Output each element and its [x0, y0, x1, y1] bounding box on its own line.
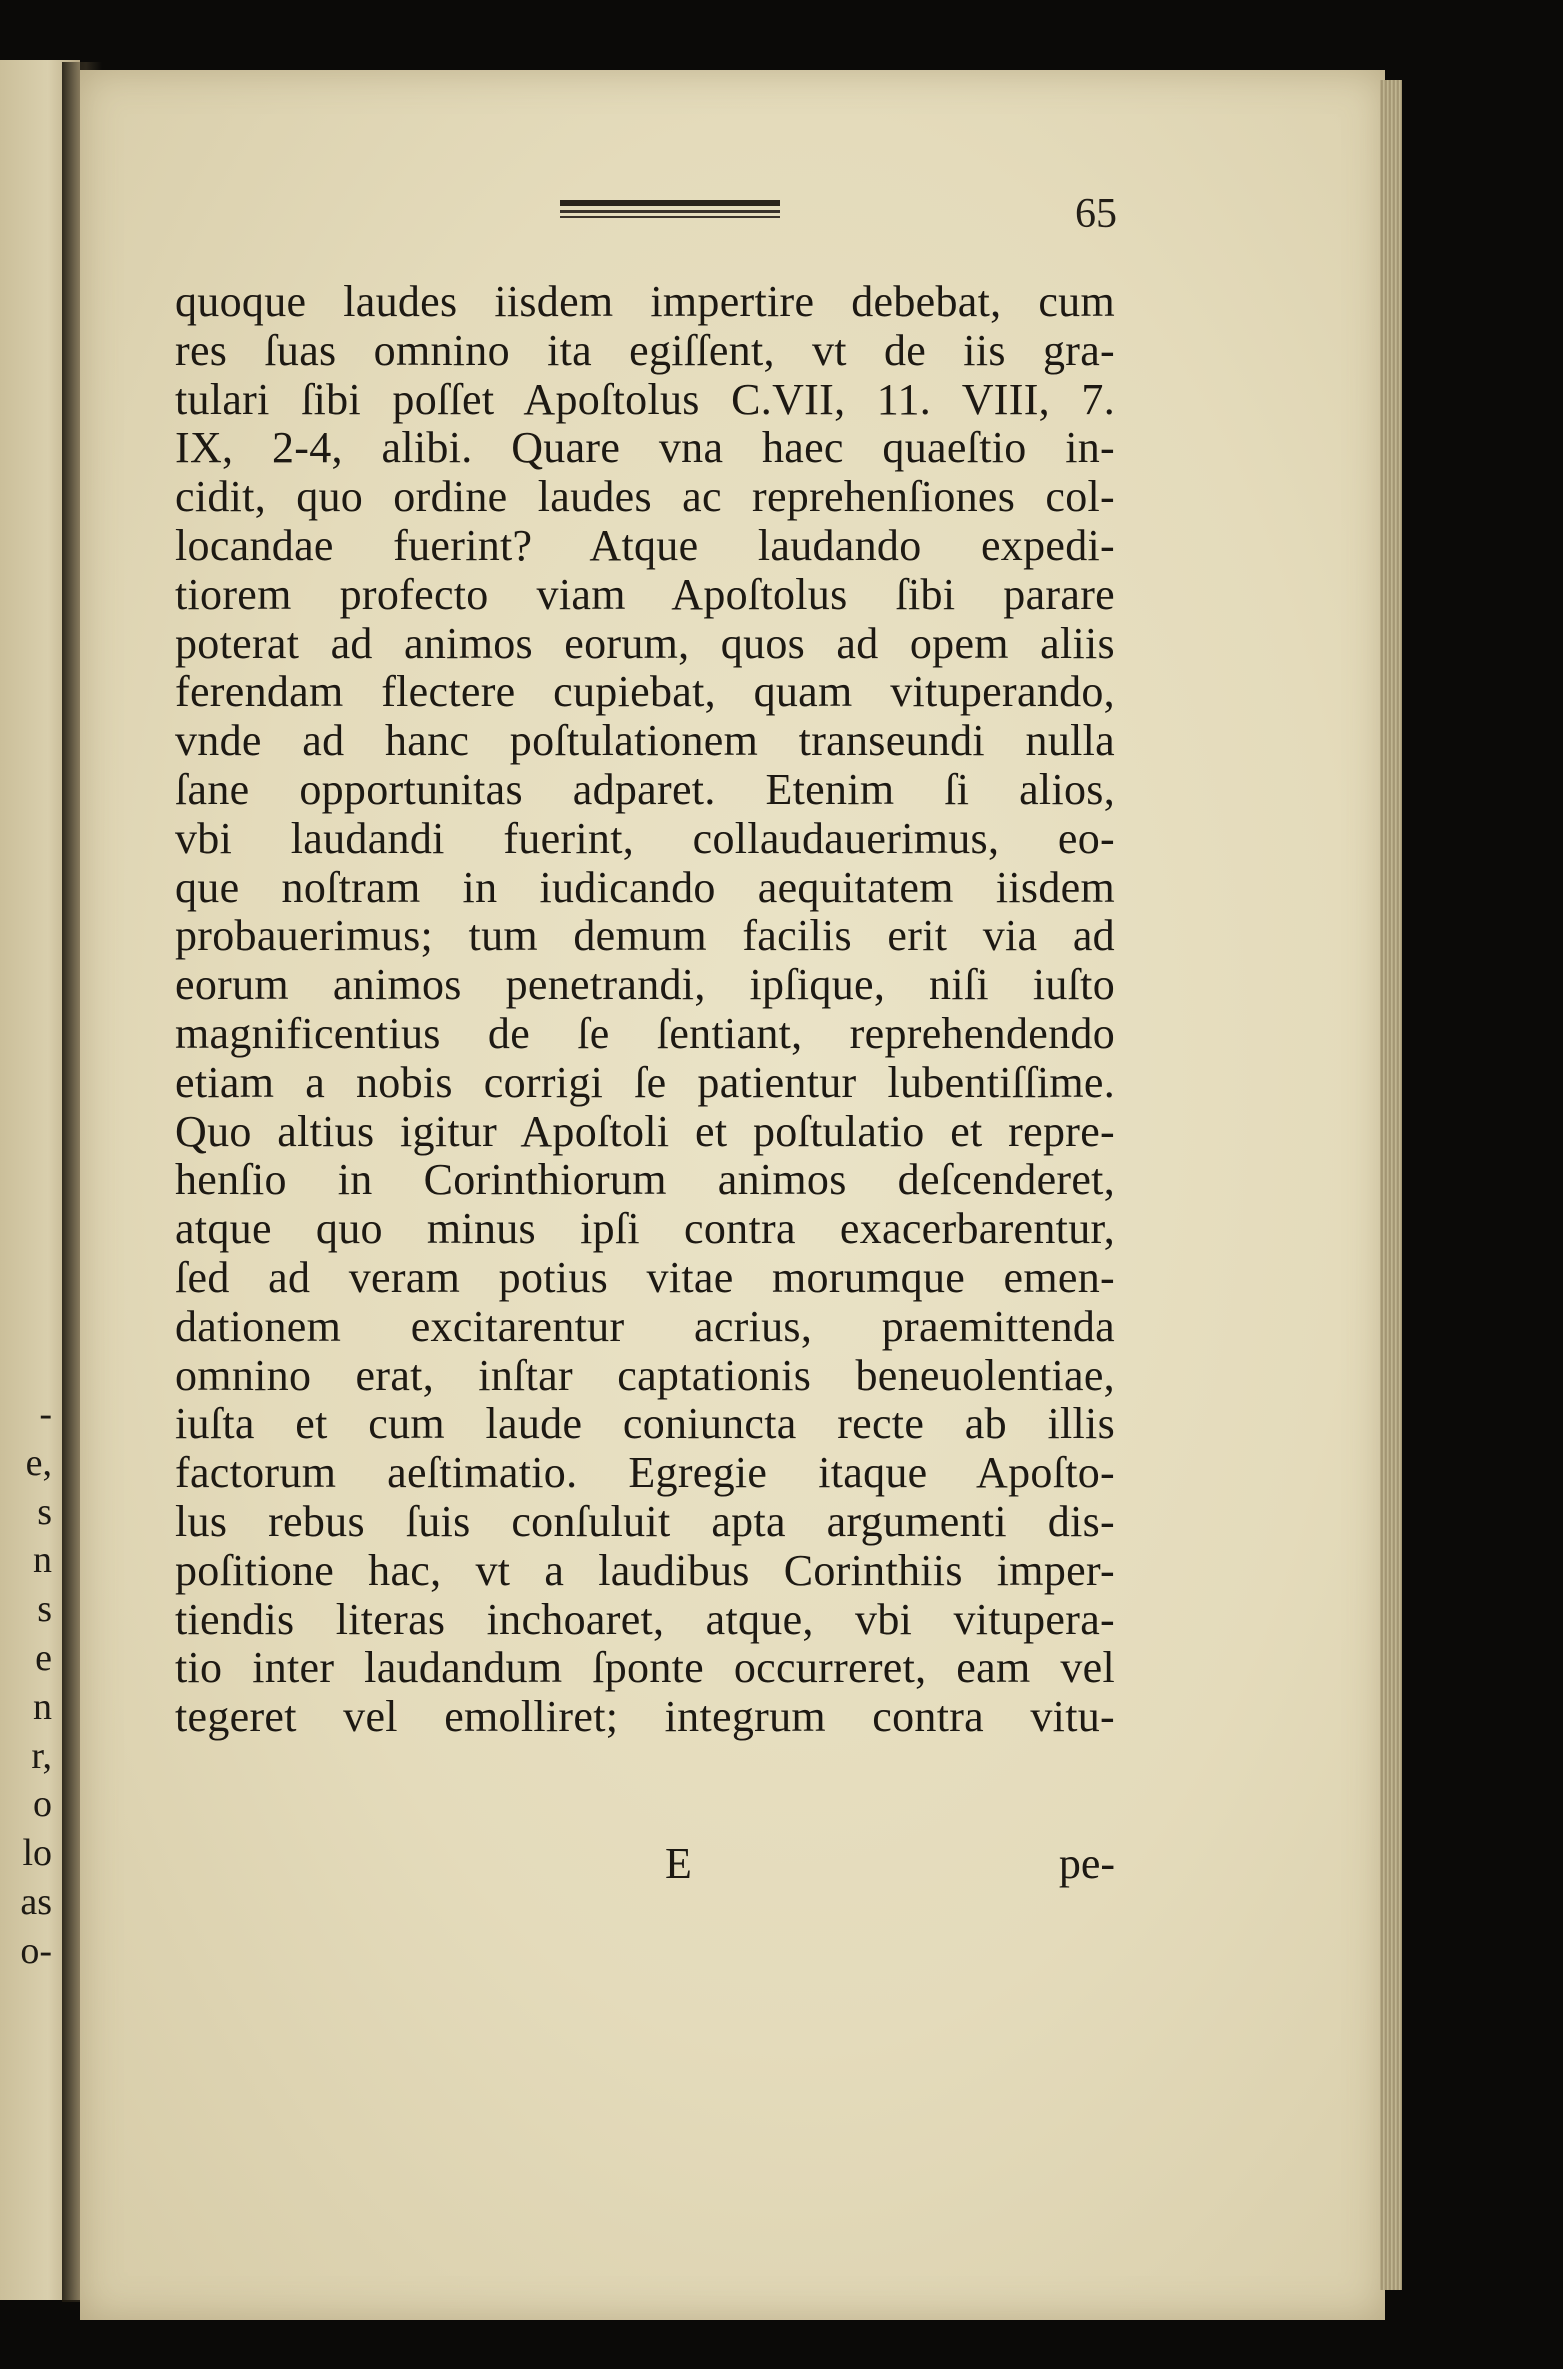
head-rule-ornament	[560, 200, 780, 222]
facing-line-ending: n	[33, 1539, 52, 1582]
body-text	[175, 278, 1115, 1742]
facing-line-ending: e	[35, 1636, 52, 1679]
text-line: vnde ad hanc poſtulationem transeundi nulla	[175, 716, 1115, 766]
text-line: tiendis literas inchoaret, atque, vbi vitupera-	[175, 1594, 1115, 1644]
facing-line-ending: o	[33, 1783, 52, 1826]
text-line: etiam a nobis corrigi ſe patientur lubentiſſime.	[175, 1057, 1115, 1107]
facing-line-ending: n	[33, 1685, 52, 1728]
text-line: eorum animos penetrandi, ipſique, niſi iuſto	[175, 960, 1115, 1010]
facing-line-ending: s	[37, 1588, 52, 1631]
text-line: res ſuas omnino ita egiſſent, vt de iis gra-	[175, 325, 1115, 375]
text-line: tegeret vel emolliret; integrum contra vitu-	[175, 1692, 1115, 1742]
text-line: tulari ſibi poſſet Apoſtolus C.VII, 11. VIII, 7.	[175, 374, 1115, 424]
text-line: ſane opportunitas adparet. Etenim ſi alios,	[175, 764, 1115, 814]
text-line: atque quo minus ipſi contra exacerbarentur,	[175, 1204, 1115, 1254]
text-line: lus rebus ſuis conſuluit apta argumenti dis-	[175, 1496, 1115, 1546]
facing-line-ending: as	[20, 1880, 52, 1923]
facing-line-ending: s	[37, 1490, 52, 1533]
text-line: poterat ad animos eorum, quos ad opem aliis	[175, 618, 1115, 668]
text-line: ferendam flectere cupiebat, quam vituperando,	[175, 667, 1115, 717]
facing-line-ending: o-	[20, 1929, 52, 1972]
facing-page-line-endings	[0, 1390, 60, 1976]
text-line: ſed ad veram potius vitae morumque emen-	[175, 1252, 1115, 1302]
catch-line	[175, 1838, 1115, 1888]
text-line: dationem excitarentur acrius, praemittenda	[175, 1301, 1115, 1351]
signature-mark: E	[665, 1839, 692, 1888]
text-line: poſitione hac, vt a laudibus Corinthiis imper-	[175, 1545, 1115, 1595]
text-line: magnificentius de ſe ſentiant, reprehendendo	[175, 1008, 1115, 1058]
facing-line-ending: lo	[22, 1832, 52, 1875]
catchword: pe-	[1058, 1839, 1115, 1888]
text-line: cidit, quo ordine laudes ac reprehenſiones col-	[175, 472, 1115, 522]
text-line: locandae fuerint? Atque laudando expedi-	[175, 520, 1115, 570]
text-line: omnino erat, inſtar captationis beneuolentiae,	[175, 1350, 1115, 1400]
facing-line-ending: e,	[25, 1441, 52, 1484]
page-number: 65	[1075, 191, 1117, 237]
text-line: quoque laudes iisdem impertire debebat, cum	[175, 277, 1115, 326]
text-line: IX, 2-4, alibi. Quare vna haec quaeſtio in-	[175, 423, 1115, 473]
facing-line-ending: r,	[31, 1734, 52, 1777]
text-line: vbi laudandi fuerint, collaudauerimus, eo-	[175, 813, 1115, 863]
facing-line-ending: -	[39, 1393, 52, 1435]
text-line: factorum aeſtimatio. Egregie itaque Apoſto-	[175, 1448, 1115, 1498]
text-line: Quo altius igitur Apoſtoli et poſtulatio et repre-	[175, 1106, 1115, 1156]
fore-edge	[1380, 80, 1402, 2290]
text-line: iuſta et cum laude coniuncta recte ab illis	[175, 1399, 1115, 1449]
text-line: tiorem profecto viam Apoſtolus ſibi parare	[175, 569, 1115, 619]
text-line: que noſtram in iudicando aequitatem iisdem	[175, 862, 1115, 912]
text-line: henſio in Corinthiorum animos deſcenderet,	[175, 1155, 1115, 1205]
text-line: tio inter laudandum ſponte occurreret, eam vel	[175, 1643, 1115, 1693]
text-line: probauerimus; tum demum facilis erit via ad	[175, 911, 1115, 961]
